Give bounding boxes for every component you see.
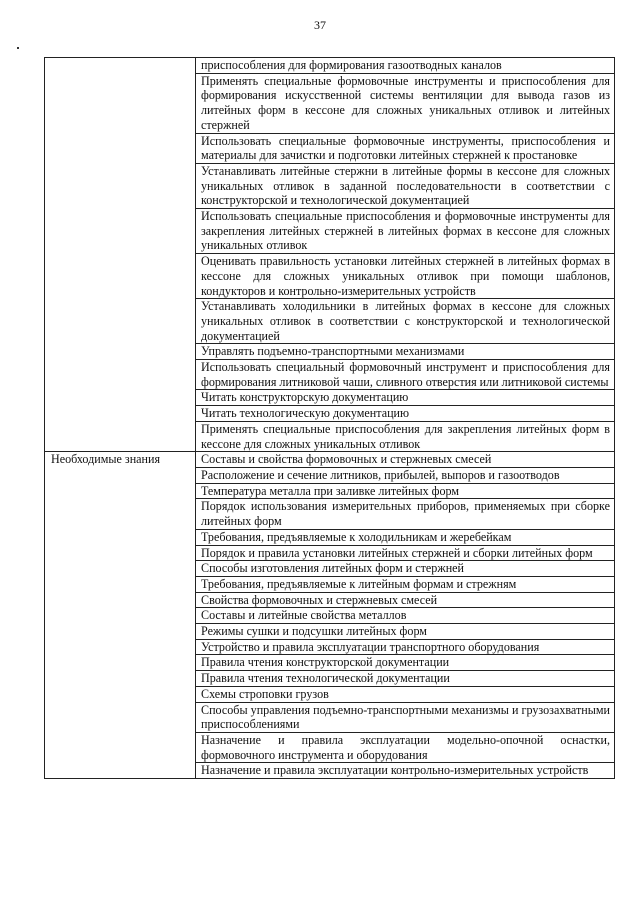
knowledge-cell (196, 732, 615, 762)
knowledge-cell (196, 545, 615, 561)
skill-cell (196, 360, 615, 390)
knowledge-text: Правила чтения технологической документации (201, 671, 450, 686)
knowledge-text: Порядок и правила установки литейных стержней и сборки литейных форм (201, 545, 593, 560)
skill-text: Использовать специальный формовочный инструмент и приспособления для формирования литниковой чаши, сливного отверстия или литниковой системы (201, 360, 610, 389)
knowledge-cell (196, 576, 615, 592)
knowledge-cell (196, 702, 615, 732)
knowledge-text: Составы и литейные свойства металлов (201, 608, 407, 623)
knowledge-cell (196, 529, 615, 545)
knowledge-text: Назначение и правила эксплуатации модельно-опочной оснастки, формовочного инструмента и оборудования (201, 732, 610, 762)
skill-cell (196, 421, 615, 451)
knowledge-text: Правила чтения конструкторской документации (201, 655, 450, 670)
knowledge-text: Назначение и правила эксплуатации контрольно-измерительных устройств (201, 763, 589, 778)
knowledge-text: Способы управления подъемно-транспортными механизмы и грузозахватными приспособлениями (201, 702, 610, 732)
knowledge-cell (196, 499, 615, 529)
skill-cell (196, 73, 615, 133)
skill-text: Применять специальные приспособления для закрепления литейных форм в кессоне для сложных уникальных отливок (201, 421, 610, 451)
knowledge-text: Схемы строповки грузов (201, 686, 329, 701)
knowledge-cell (196, 561, 615, 577)
table-body (45, 58, 615, 779)
skill-cell (196, 209, 615, 254)
knowledge-text: Расположение и сечение литников, прибылей, выпоров и газоотводов (201, 467, 560, 482)
skill-text: Использовать специальные приспособления и формовочные инструменты для закрепления литейных стержней в литейных формах в кессоне для сложных уникальных отливок (201, 209, 610, 253)
knowledge-cell (196, 763, 615, 779)
skills-label-cell (45, 58, 196, 452)
knowledge-text: Порядок использования измерительных приборов, применяемых при сборке литейных форм (201, 499, 610, 529)
knowledge-label: Необходимые знания (51, 452, 161, 467)
knowledge-cell (196, 452, 615, 468)
knowledge-text: Температура металла при заливке литейных форм (201, 483, 460, 498)
knowledge-text: Способы изготовления литейных форм и стержней (201, 561, 465, 576)
skill-cell (196, 344, 615, 360)
skill-cell (196, 299, 615, 344)
knowledge-cell (196, 655, 615, 671)
skill-text: Применять специальные формовочные инструменты и приспособления для формирования искусственной системы вентиляции для вывода газов из литейных форм в кессоне для сложных уникальных отливок и литейных стержней (201, 73, 610, 132)
skill-cell (196, 406, 615, 422)
knowledge-label-cell (45, 452, 196, 779)
page-number: 37 (314, 18, 326, 32)
skill-cell (196, 163, 615, 208)
scan-dot (17, 47, 19, 49)
knowledge-text: Свойства формовочных и стержневых смесей (201, 592, 438, 607)
knowledge-text: Устройство и правила эксплуатации транспортного оборудования (201, 639, 540, 654)
knowledge-cell (196, 592, 615, 608)
knowledge-cell (196, 624, 615, 640)
skill-text: Читать конструкторскую документацию (201, 390, 409, 405)
skill-text: Устанавливать холодильники в литейных формах в кессоне для сложных уникальных отливок в соответствии с конструкторской и технологической документацией (201, 299, 610, 343)
knowledge-text: Режимы сушки и подсушки литейных форм (201, 624, 427, 639)
skill-cell (196, 58, 615, 74)
table-row (45, 58, 615, 74)
knowledge-cell (196, 686, 615, 702)
labor-function-table (44, 57, 615, 779)
skill-text: Устанавливать литейные стержни в литейные формы в кессоне для сложных уникальных отливок в заданной последовательности в соответствии с конструкторской и технологической документацией (201, 163, 610, 208)
skill-text: Оценивать правильность установки литейных стержней в литейных формах в кессоне для сложных уникальных отливок при помощи шаблонов, кондукторов и контрольно-измерительных устройств (201, 254, 610, 298)
skill-text: приспособления для формирования газоотводных каналов (201, 58, 502, 72)
table-row (45, 452, 615, 468)
skill-text: Читать технологическую документацию (201, 406, 410, 421)
knowledge-text: Составы и свойства формовочных и стержневых смесей (201, 452, 492, 467)
skill-cell (196, 133, 615, 163)
knowledge-cell (196, 639, 615, 655)
knowledge-text: Требования, предъявляемые к литейным формам и стрежням (201, 576, 517, 591)
knowledge-cell (196, 483, 615, 499)
skill-cell (196, 254, 615, 299)
knowledge-cell (196, 671, 615, 687)
knowledge-cell (196, 467, 615, 483)
skill-text: Использовать специальные формовочные инструменты, приспособления и материалы для зачистки и подготовки литейных стержней к простановке (201, 133, 610, 163)
skill-text: Управлять подъемно-транспортными механизмами (201, 344, 465, 359)
knowledge-cell (196, 608, 615, 624)
knowledge-text: Требования, предъявляемые к холодильникам и жеребейкам (201, 529, 512, 544)
skill-cell (196, 390, 615, 406)
